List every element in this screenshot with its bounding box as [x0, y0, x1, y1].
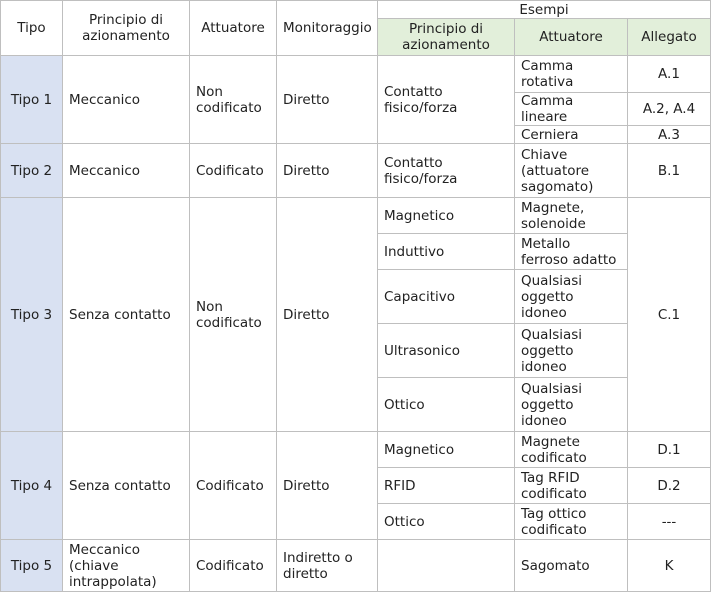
tipo-3-attuatore: Non codificato [190, 198, 277, 432]
tipo-3-esempio-attuatore: Magnete, solenoide [515, 198, 628, 234]
header-monitoraggio: Monitoraggio [277, 1, 378, 56]
tipo-3-esempio-principio: Induttivo [378, 234, 515, 270]
tipo-5-label: Tipo 5 [1, 540, 63, 592]
tipo-4-label: Tipo 4 [1, 432, 63, 540]
tipo-4-esempio-attuatore: Tag ottico codificato [515, 504, 628, 540]
tipo-1-esempio-attuatore: Camma lineare [515, 93, 628, 126]
tipo-4-allegato: --- [628, 504, 711, 540]
tipo-4-esempio-principio: Ottico [378, 504, 515, 540]
tipo-3-esempio-attuatore: Qualsiasi oggetto idoneo [515, 270, 628, 324]
tipo-4-attuatore: Codificato [190, 432, 277, 540]
tipo-3-esempio-principio: Magnetico [378, 198, 515, 234]
header-esempi-principio: Principio di azionamento [378, 19, 515, 56]
tipo-2-esempio-principio: Contatto fisico/forza [378, 144, 515, 198]
tipo-2-monitoraggio: Diretto [277, 144, 378, 198]
tipo-3-principio: Senza contatto [63, 198, 190, 432]
header-allegato: Allegato [628, 19, 711, 56]
tipo-4-monitoraggio: Diretto [277, 432, 378, 540]
tipo-4-principio: Senza contatto [63, 432, 190, 540]
tipo-2-label: Tipo 2 [1, 144, 63, 198]
tipo-5-monitoraggio: Indiretto o diretto [277, 540, 378, 592]
tipo-1-allegato: A.2, A.4 [628, 93, 711, 126]
tipo-1-monitoraggio: Diretto [277, 56, 378, 144]
tipo-5-attuatore: Codificato [190, 540, 277, 592]
tipo-1-esempio-attuatore: Cerniera [515, 126, 628, 144]
tipo-1-esempio-attuatore: Camma rotativa [515, 56, 628, 93]
tipo-3-label: Tipo 3 [1, 198, 63, 432]
tipo-3-esempio-attuatore: Metallo ferroso adatto [515, 234, 628, 270]
tipo-2-principio: Meccanico [63, 144, 190, 198]
tipo-5-esempio-principio [378, 540, 515, 592]
tipo-1-esempio-principio: Contatto fisico/forza [378, 56, 515, 144]
tipo-3-esempio-attuatore: Qualsiasi oggetto idoneo [515, 324, 628, 378]
tipo-2-allegato: B.1 [628, 144, 711, 198]
tipo-1-allegato: A.3 [628, 126, 711, 144]
tipo-3-esempio-attuatore: Qualsiasi oggetto idoneo [515, 378, 628, 432]
tipo-1-label: Tipo 1 [1, 56, 63, 144]
tipo-4-esempio-principio: Magnetico [378, 432, 515, 468]
tipo-4-allegato: D.2 [628, 468, 711, 504]
header-principio: Principio di azionamento [63, 1, 190, 56]
tipo-3-monitoraggio: Diretto [277, 198, 378, 432]
tipo-4-esempio-attuatore: Magnete codificato [515, 432, 628, 468]
header-esempi-attuatore: Attuatore [515, 19, 628, 56]
tipo-3-esempio-principio: Ottico [378, 378, 515, 432]
tipo-5-allegato: K [628, 540, 711, 592]
tipo-2-attuatore: Codificato [190, 144, 277, 198]
tipo-1-attuatore: Non codificato [190, 56, 277, 144]
tipo-5-principio: Meccanico (chiave intrappolata) [63, 540, 190, 592]
tipo-1-principio: Meccanico [63, 56, 190, 144]
tipo-3-allegato: C.1 [628, 198, 711, 432]
tipo-4-esempio-attuatore: Tag RFID codificato [515, 468, 628, 504]
tipo-2-esempio-attuatore: Chiave (attuatore sagomato) [515, 144, 628, 198]
tipo-4-allegato: D.1 [628, 432, 711, 468]
tipo-3-esempio-principio: Capacitivo [378, 270, 515, 324]
header-esempi: Esempi [378, 1, 711, 19]
tipo-1-allegato: A.1 [628, 56, 711, 93]
tipo-3-esempio-principio: Ultrasonico [378, 324, 515, 378]
header-attuatore: Attuatore [190, 1, 277, 56]
tipo-5-esempio-attuatore: Sagomato [515, 540, 628, 592]
header-tipo: Tipo [1, 1, 63, 56]
tipo-4-esempio-principio: RFID [378, 468, 515, 504]
